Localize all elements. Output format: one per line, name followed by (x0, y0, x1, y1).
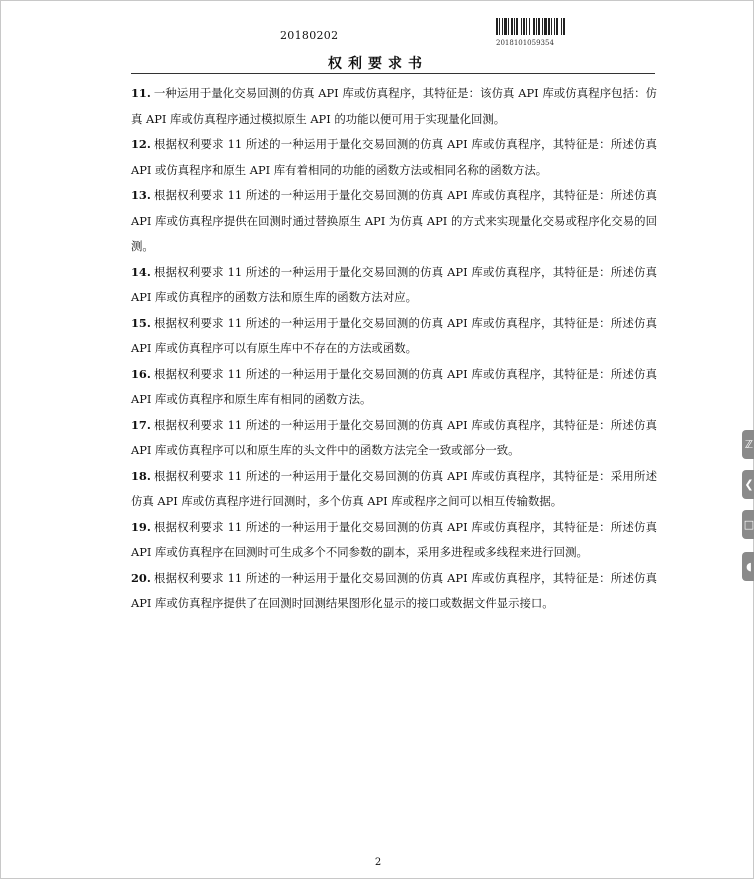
publication-date: 20180202 (280, 29, 339, 42)
claim-item (131, 515, 657, 566)
claim-item (131, 464, 657, 515)
claim-text: 根据权利要求 11 所述的一种运用于量化交易回测的仿真 API 库或仿真程序，其特征是：所述仿真 API 库或仿真程序和原生库有相同的函数方法。 (131, 366, 657, 406)
side-tab-feedback-icon[interactable] (742, 552, 754, 581)
claim-text: 根据权利要求 11 所述的一种运用于量化交易回测的仿真 API 库或仿真程序，其特征是：所述仿真 API 库或仿真程序的函数方法和原生库的函数方法对应。 (131, 264, 657, 304)
claim-number: 17. (131, 417, 151, 432)
claims-list (131, 81, 657, 617)
barcode-image (496, 18, 592, 35)
claim-number: 14. (131, 264, 151, 279)
claim-number: 20. (131, 570, 151, 585)
claim-number: 13. (131, 188, 151, 202)
claim-text: 根据权利要求 11 所述的一种运用于量化交易回测的仿真 API 库或仿真程序，其特征是：采用所述仿真 API 库或仿真程序进行回测时，多个仿真 API 库或程序之间可以相互传输数据。 (131, 468, 657, 508)
claim-item (131, 260, 657, 311)
claim-number: 15. (131, 315, 151, 330)
claim-text: 根据权利要求 11 所述的一种运用于量化交易回测的仿真 API 库或仿真程序，其特征是：所述仿真 API 库或仿真程序在回测时可生成多个不同参数的副本，采用多进程或多线程来进行回测。 (131, 519, 657, 559)
claim-item (131, 81, 657, 132)
claim-text: 根据权利要求 11 所述的一种运用于量化交易回测的仿真 API 库或仿真程序，其特征是：所述仿真 API 库或仿真程序提供在回测时通过替换原生 API 为仿真 API 的方式来实现量化交易或程序化交易的回测。 (131, 188, 657, 253)
claim-text: 根据权利要求 11 所述的一种运用于量化交易回测的仿真 API 库或仿真程序，其特征是：所述仿真 API 库或仿真程序可以和原生库的头文件中的函数方法完全一致或部分一致。 (131, 417, 657, 457)
side-tab-glyph: ❮ (744, 478, 754, 491)
side-tab-glyph: ℤ (744, 438, 754, 451)
claim-text: 根据权利要求 11 所述的一种运用于量化交易回测的仿真 API 库或仿真程序，其特征是：所述仿真 API 库或仿真程序可以有原生库中不存在的方法或函数。 (131, 315, 657, 355)
side-tab-glyph: □ (743, 518, 754, 531)
title-rule (131, 73, 655, 74)
page-number: 2 (374, 857, 382, 868)
claim-item (131, 413, 657, 464)
claim-item (131, 311, 657, 362)
claim-number: 11. (131, 86, 151, 100)
barcode-number: 2018101059354 (496, 39, 554, 47)
claim-number: 18. (131, 468, 151, 483)
claim-text: 根据权利要求 11 所述的一种运用于量化交易回测的仿真 API 库或仿真程序，其特征是：所述仿真 API 或仿真程序和原生 API 库有着相同的功能的函数方法或相同名称的函数方法。 (131, 137, 657, 177)
claim-number: 12. (131, 137, 151, 151)
side-tab-glyph: ◖ (746, 560, 752, 573)
side-tab-copy-icon[interactable] (742, 510, 754, 539)
document-title: 权利要求书 (328, 56, 428, 72)
side-tab-back-icon[interactable] (742, 470, 754, 499)
claim-number: 16. (131, 366, 151, 381)
claim-item (131, 183, 657, 260)
claim-text: 一种运用于量化交易回测的仿真 API 库或仿真程序，其特征是：该仿真 API 库或仿真程序包括：仿真 API 库或仿真程序通过模拟原生 API 的功能以便可用于实现量化回测。 (131, 86, 657, 126)
claim-item (131, 132, 657, 183)
claim-item (131, 566, 657, 617)
claim-item (131, 362, 657, 413)
claim-number: 19. (131, 519, 151, 534)
claim-text: 根据权利要求 11 所述的一种运用于量化交易回测的仿真 API 库或仿真程序，其特征是：所述仿真 API 库或仿真程序提供了在回测时回测结果图形化显示的接口或数据文件显示接口。 (131, 570, 657, 610)
side-tab-translate-icon[interactable] (742, 430, 754, 459)
